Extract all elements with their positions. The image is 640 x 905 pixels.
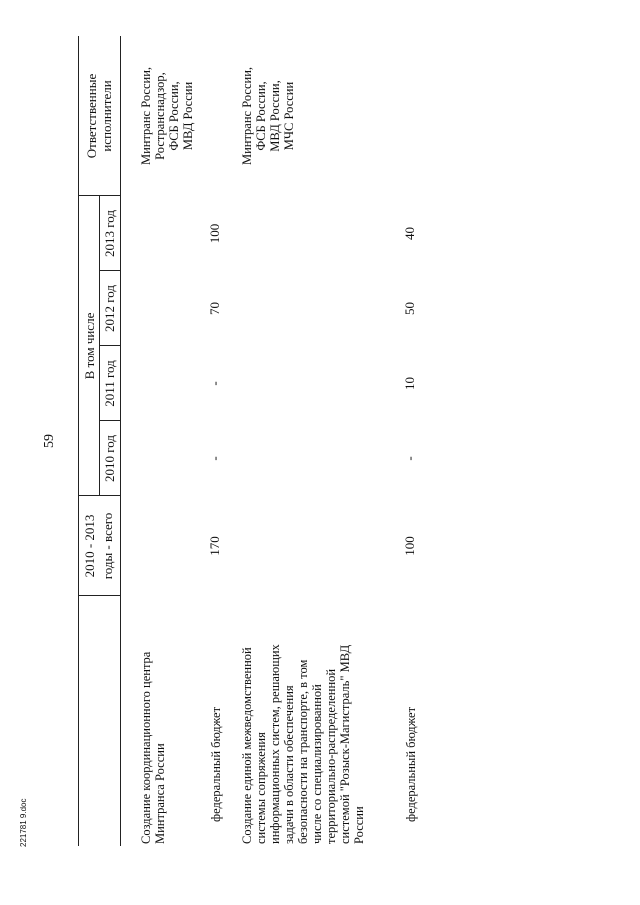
row2-title: Создание единой межведомственной системы сопряжения информационных систем, решающих задачи в области обеспечения безопасности на транспорте, в том числе со специализированной территориально-распределенной системой "Розыск-Магистраль" МВД России [240,644,366,844]
row2-2010: - [402,456,417,461]
rotated-table [44,36,564,846]
row2-funding-label: федеральный бюджет [404,706,418,822]
row1-2011: - [207,381,222,386]
row2-total: 100 [402,536,417,556]
row1-total: 170 [207,536,222,556]
header-including: В том числе [82,312,97,380]
row1-2013: 100 [207,223,222,244]
header-2013: 2013 год [102,210,117,257]
header-executors: Ответственные исполнители [84,73,114,159]
row1-2012: 70 [207,302,222,315]
header-2010: 2010 год [102,435,117,482]
table-top-border [78,36,79,846]
header-bottom-border [120,36,121,846]
file-footer: 221781 9.doc [19,798,28,847]
page-number: 59 [42,434,57,448]
row1-funding-label: федеральный бюджет [209,706,223,822]
row1-title: Создание координационного центра Минтранса России [139,651,167,844]
header-2012: 2012 год [102,285,117,332]
header-total-all: годы - всего [100,512,115,580]
row2-2012: 50 [402,302,417,315]
row1-2010: - [207,456,222,461]
row2-executors: Минтранс России, ФСБ России, МВД России, МЧС России [240,66,296,166]
row2-2011: 10 [402,377,417,390]
row2-2013: 40 [402,227,417,240]
row1-executors: Минтранс России, Ространснадзор, ФСБ России, МВД России [139,66,195,166]
header-total-years: 2010 - 2013 [82,514,97,578]
including-divider [99,196,100,496]
header-2011: 2011 год [102,360,117,407]
